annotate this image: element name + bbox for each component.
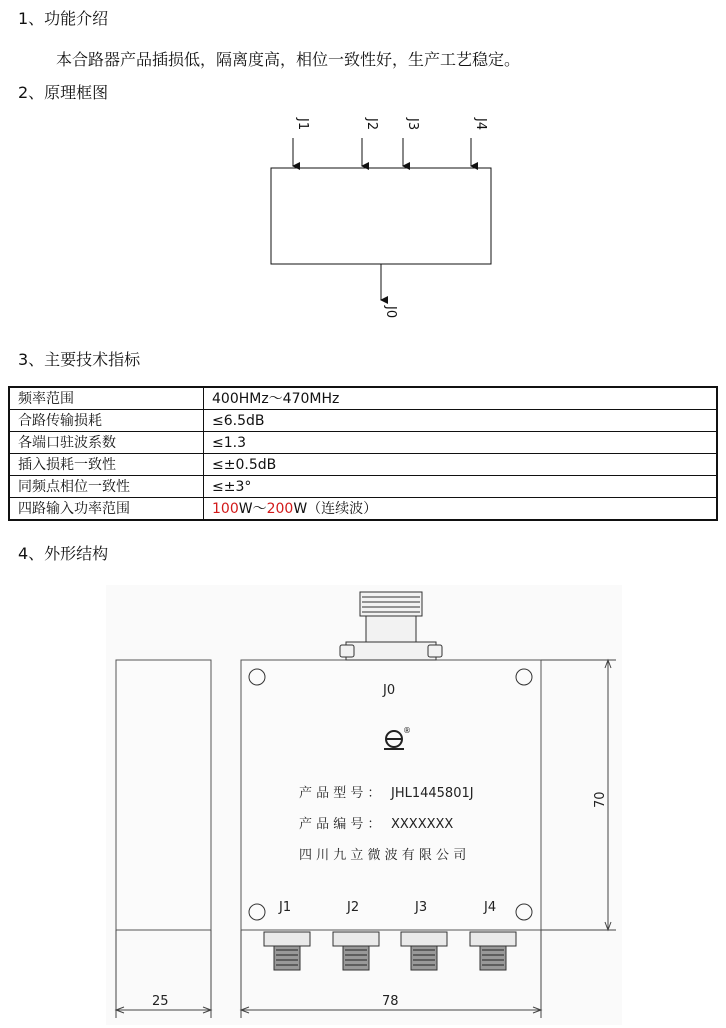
company-name: 四 川 九 立 微 波 有 限 公 司 [299, 848, 467, 863]
port-label-j2: J2 [347, 900, 360, 915]
power-unit-2: W（连续波） [293, 500, 378, 517]
section-2-title: 2、原理框图 [18, 83, 109, 102]
power-max: 200 [266, 500, 294, 517]
power-min: 100 [212, 500, 239, 517]
label-j3: J3 [405, 118, 420, 131]
spec-name: 合路传输损耗 [9, 410, 204, 432]
side-view-body [116, 660, 211, 930]
power-unit-1: W～ [238, 500, 267, 517]
port-label-j1: J1 [279, 900, 292, 915]
model-value: JHL1445801J [391, 786, 474, 801]
label-j2: J2 [364, 118, 379, 131]
dim-height: 70 [593, 791, 608, 808]
spec-name: 插入损耗一致性 [9, 454, 204, 476]
spec-value: ≤1.3 [204, 432, 718, 454]
section-3-title: 3、主要技术指标 [18, 350, 141, 369]
spec-name: 各端口驻波系数 [9, 432, 204, 454]
spec-name: 频率范围 [9, 387, 204, 410]
spec-name: 四路输入功率范围 [9, 498, 204, 521]
dim-front-width: 78 [382, 994, 399, 1009]
spec-value: 400HMz～470MHz [204, 387, 718, 410]
spec-value: ≤±0.5dB [204, 454, 718, 476]
section-1-title: 1、功能介绍 [18, 9, 109, 28]
port-label-j0: J0 [383, 683, 396, 698]
model-label: 产 品 型 号 ： [299, 786, 381, 801]
spec-value: ≤6.5dB [204, 410, 718, 432]
serial-label: 产 品 编 号 ： [299, 817, 381, 832]
port-label-j4: J4 [484, 900, 497, 915]
dim-side-width: 25 [152, 994, 169, 1009]
serial-value: XXXXXXX [391, 817, 454, 832]
label-j4: J4 [473, 118, 488, 131]
port-label-j3: J3 [415, 900, 428, 915]
spec-name: 同频点相位一致性 [9, 476, 204, 498]
label-j0: J0 [383, 306, 398, 319]
section-4-title: 4、外形结构 [18, 544, 109, 563]
logo-registered-mark: ® [403, 726, 411, 735]
spec-value: ≤±3° [204, 476, 718, 498]
label-j1: J1 [295, 118, 310, 131]
function-description: 本合路器产品插损低，隔离度高，相位一致性好，生产工艺稳定。 [56, 50, 521, 69]
